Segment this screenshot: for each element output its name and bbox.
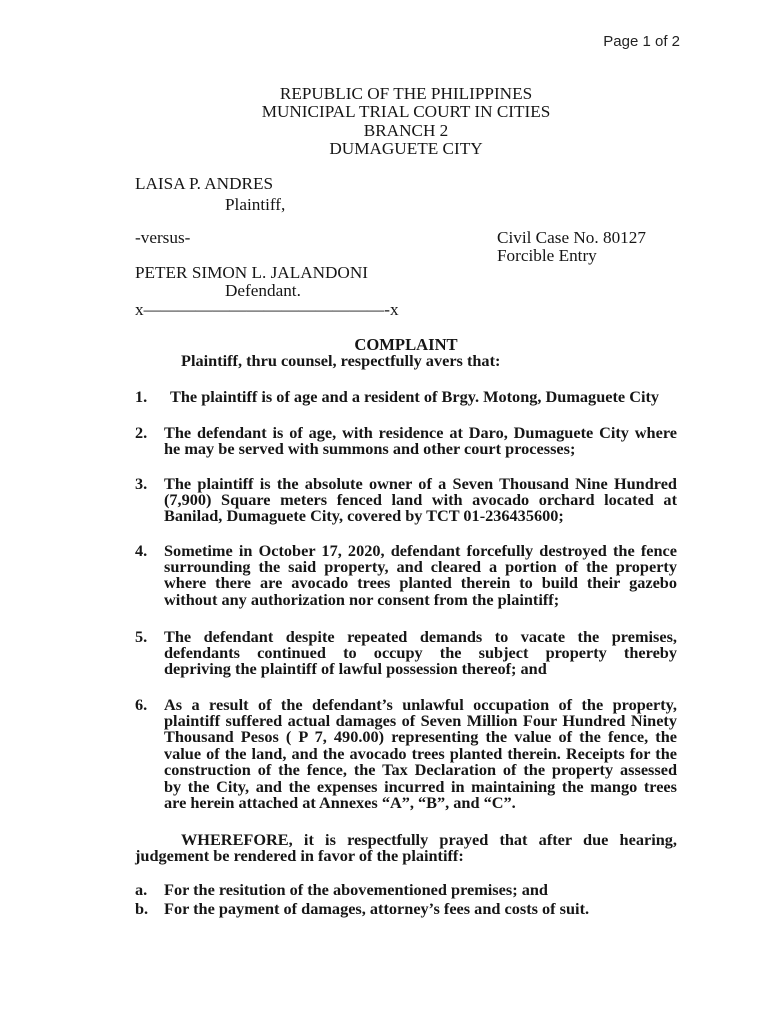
allegation-number: 5. [135, 626, 148, 646]
caption-divider: x——————————————-x [135, 300, 399, 319]
allegation-text-line: The plaintiff is of age and a resident of Brgy. Motong, Dumaguete City [170, 386, 660, 406]
allegation-text-line: he may be served with summons and other court processes; [164, 439, 576, 459]
prayer-paragraph [135, 829, 677, 866]
allegation-text-line: surrounding the said property, and cleared a portion of the property [164, 557, 677, 577]
versus-label: -versus- [135, 228, 191, 247]
allegation-text-line: without any authorization nor consent from the plaintiff; [164, 589, 560, 609]
allegation-text-line: (7,900) Square meters fenced land with avocado orchard located at [164, 490, 677, 510]
allegation-text-line: Banilad, Dumaguete City, covered by TCT 01-236435600; [164, 506, 564, 526]
allegation-text-line: As a result of the defendant’s unlawful occupation of the property, [164, 694, 677, 714]
allegation-number: 4. [135, 540, 148, 560]
header-line-court: MUNICIPAL TRIAL COURT IN CITIES [261, 102, 551, 122]
allegation-4 [164, 540, 677, 609]
allegation-1 [170, 386, 677, 406]
allegation-number: 1. [135, 386, 148, 406]
allegation-text-line: Thousand Pesos ( P 7, 490.00) representing the value of the fence, the [164, 727, 677, 747]
allegation-6 [164, 694, 677, 812]
allegation-number: 3. [135, 473, 148, 493]
defendant-label: Defendant. [225, 281, 301, 300]
allegation-text-line: value of the land, and the avocado trees planted therein. Receipts for the [164, 743, 677, 763]
allegation-text-line: are herein attached at Annexes “A”, “B”, and “C”. [164, 792, 516, 812]
prayer-item-text: For the resitution of the abovementioned premises; and [164, 879, 548, 899]
plaintiff-label: Plaintiff, [225, 195, 286, 214]
document-title: COMPLAINT [354, 334, 458, 354]
allegation-2 [164, 422, 677, 459]
allegation-text-line: The plaintiff is the absolute owner of a Seven Thousand Nine Hundred [164, 473, 677, 493]
header-line-branch: BRANCH 2 [363, 120, 449, 140]
prayer-line: judgement be rendered in favor of the plaintiff: [135, 846, 464, 866]
prayer-item-text: For the payment of damages, attorney’s fees and costs of suit. [164, 898, 590, 918]
prayer-item-letter: a. [135, 879, 148, 899]
plaintiff-name: LAISA P. ANDRES [135, 174, 274, 193]
prayer-item-letter: b. [135, 898, 149, 918]
allegation-text-line: where there are avocado trees planted therein to build their gazebo [164, 573, 677, 593]
allegation-3 [164, 473, 677, 526]
allegation-text-line: by the City, and the expenses incurred in maintaining the mango trees [164, 776, 677, 796]
allegation-number: 2. [135, 422, 148, 442]
allegation-number: 6. [135, 694, 148, 714]
allegation-text-line: Sometime in October 17, 2020, defendant forcefully destroyed the fence [164, 540, 677, 560]
case-number: Civil Case No. 80127 [497, 228, 646, 247]
allegation-text-line: The defendant is of age, with residence at Daro, Dumaguete City where [164, 422, 677, 442]
allegation-5 [164, 626, 677, 679]
prayer-line: WHEREFORE, it is respectfully prayed that after due hearing, [181, 829, 677, 849]
defendant-name: PETER SIMON L. JALANDONI [135, 263, 368, 282]
allegation-text-line: plaintiff suffered actual damages of Seven Million Four Hundred Ninety [164, 711, 677, 731]
case-type: Forcible Entry [497, 246, 597, 265]
allegation-text-line: The defendant despite repeated demands to vacate the premises, [164, 626, 677, 646]
allegation-text-line: depriving the plaintiff of lawful possession thereof; and [164, 659, 547, 679]
header-line-city: DUMAGUETE CITY [329, 138, 483, 158]
page-indicator: Page 1 of 2 [603, 33, 680, 50]
header-line-republic: REPUBLIC OF THE PHILIPPINES [279, 84, 533, 103]
court-header [135, 85, 677, 158]
allegation-text-line: construction of the fence, the Tax Declaration of the property assessed [164, 760, 677, 780]
complaint-intro: Plaintiff, thru counsel, respectfully avers that: [181, 350, 501, 370]
allegation-text-line: defendants continued to occupy the subject property thereby [164, 643, 677, 663]
